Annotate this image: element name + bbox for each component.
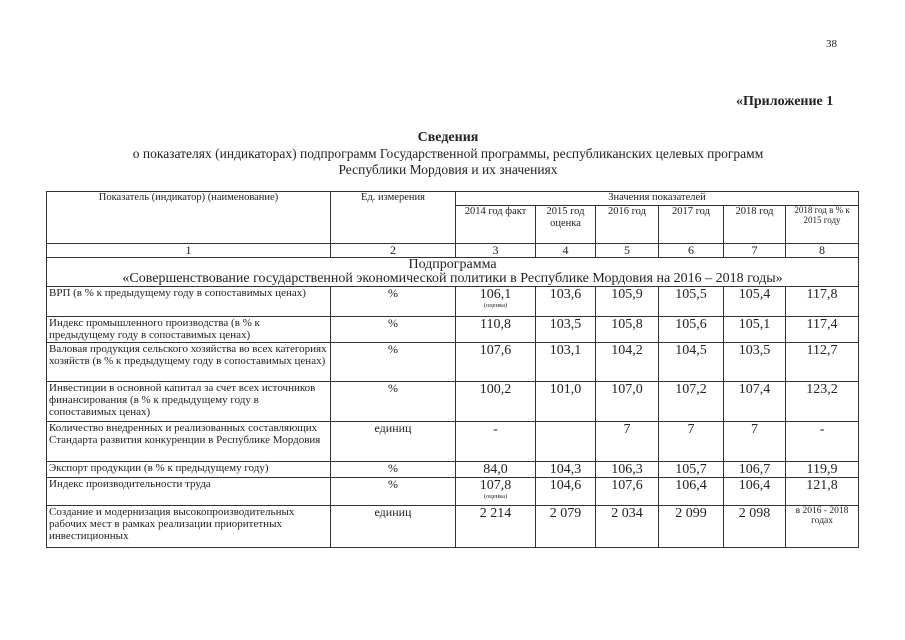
unit-cell bbox=[331, 343, 456, 382]
value-2015-cell bbox=[536, 287, 596, 317]
table-row bbox=[47, 317, 859, 343]
ratio-text: 117,8 bbox=[806, 287, 838, 302]
indicator-text: Количество внедренных и реализованных составляющих Стандарта развития конкуренции в Республике Мордовия bbox=[49, 422, 321, 446]
title-main: Сведения bbox=[417, 130, 479, 145]
unit-cell bbox=[331, 506, 456, 548]
unit-text: % bbox=[388, 286, 398, 300]
value-2018-cell bbox=[724, 343, 786, 382]
indicator-cell bbox=[47, 506, 331, 548]
ratio-text: 112,7 bbox=[806, 343, 838, 358]
unit-text: % bbox=[388, 381, 398, 395]
value-2018-cell bbox=[724, 422, 786, 462]
column-number: 7 bbox=[724, 244, 786, 258]
unit-text: единиц bbox=[374, 421, 412, 435]
header-values-group: Значения показателей bbox=[456, 192, 859, 206]
indicator-text: Экспорт продукции (в % к предыдущему году) bbox=[49, 462, 269, 474]
value-2015-cell bbox=[536, 422, 596, 462]
value-2014-text: 106,1 bbox=[479, 287, 512, 302]
value-2017-text: 106,4 bbox=[675, 478, 707, 493]
value-2018-text: 105,1 bbox=[738, 317, 771, 332]
ratio-text: - bbox=[819, 422, 825, 437]
header-ratio: 2018 год в % к 2015 году bbox=[786, 206, 859, 244]
value-2017-text: 105,6 bbox=[675, 317, 707, 332]
value-2017-cell bbox=[659, 287, 724, 317]
header-2016: 2016 год bbox=[596, 206, 659, 244]
value-2016-text: 105,9 bbox=[611, 287, 643, 302]
value-2016-text: 107,0 bbox=[611, 382, 643, 397]
value-2016-cell bbox=[596, 287, 659, 317]
indicator-text: Валовая продукция сельского хозяйства во всех категориях хозяйств (в % к предыдущему году в сопоставимых ценах) bbox=[49, 343, 327, 367]
header-2015: 2015 год оценка bbox=[536, 206, 596, 244]
indicator-text: Индекс производительности труда bbox=[49, 478, 211, 490]
value-2016-text: 104,2 bbox=[611, 343, 643, 358]
subprogram-cell bbox=[47, 258, 859, 287]
subprogram-label: Подпрограмма bbox=[408, 257, 497, 272]
value-2014-text: 107,6 bbox=[479, 343, 512, 358]
subprogram-row bbox=[47, 258, 859, 287]
table-row bbox=[47, 382, 859, 422]
value-2014-text: 2 214 bbox=[479, 506, 512, 521]
indicator-text: ВРП (в % к предыдущему году в сопоставимых ценах) bbox=[49, 287, 306, 299]
value-2018-text: 106,7 bbox=[738, 462, 771, 477]
value-2017-cell bbox=[659, 343, 724, 382]
ratio-cell bbox=[786, 506, 859, 548]
value-2014-text: 100,2 bbox=[479, 382, 512, 397]
unit-cell bbox=[331, 422, 456, 462]
value-2014-cell bbox=[456, 343, 536, 382]
value-2017-cell bbox=[659, 317, 724, 343]
value-2017-cell bbox=[659, 478, 724, 506]
value-2017-cell bbox=[659, 382, 724, 422]
value-2017-text: 107,2 bbox=[675, 382, 707, 397]
value-2014-cell bbox=[456, 287, 536, 317]
value-2016-cell bbox=[596, 422, 659, 462]
column-number-row bbox=[47, 244, 859, 258]
table-row bbox=[47, 422, 859, 462]
ratio-cell bbox=[786, 382, 859, 422]
column-number: 3 bbox=[456, 244, 536, 258]
value-2016-text: 107,6 bbox=[611, 478, 643, 493]
header-2017: 2017 год bbox=[659, 206, 724, 244]
value-2015-text: 103,6 bbox=[549, 287, 582, 302]
unit-cell bbox=[331, 478, 456, 506]
unit-text: единиц bbox=[374, 505, 412, 519]
value-2017-cell bbox=[659, 506, 724, 548]
indicators-table bbox=[46, 191, 859, 548]
indicator-cell bbox=[47, 317, 331, 343]
value-2014-cell bbox=[456, 422, 536, 462]
value-2014-cell bbox=[456, 478, 536, 506]
value-2016-text: 106,3 bbox=[611, 462, 643, 477]
value-2016-text: 7 bbox=[623, 422, 631, 437]
value-2018-cell bbox=[724, 287, 786, 317]
value-2018-text: 106,4 bbox=[738, 478, 771, 493]
value-2016-cell bbox=[596, 382, 659, 422]
column-number: 8 bbox=[786, 244, 859, 258]
table-row bbox=[47, 343, 859, 382]
header-indicator: Показатель (индикатор) (наименование) bbox=[47, 192, 331, 244]
table-row bbox=[47, 506, 859, 548]
column-number: 2 bbox=[331, 244, 456, 258]
value-2018-cell bbox=[724, 462, 786, 478]
value-2016-cell bbox=[596, 317, 659, 343]
subprogram-name: «Совершенствование государственной экономической политики в Республике Мордовия на 2016 – 2018 годы» bbox=[122, 271, 783, 286]
table-row bbox=[47, 478, 859, 506]
value-2017-text: 105,7 bbox=[675, 462, 707, 477]
indicator-cell bbox=[47, 382, 331, 422]
value-2014-cell bbox=[456, 506, 536, 548]
header-unit: Ед. измерения bbox=[331, 192, 456, 244]
estimate-note: (оценка) bbox=[483, 493, 508, 500]
value-2014-cell bbox=[456, 462, 536, 478]
value-2016-text: 105,8 bbox=[611, 317, 643, 332]
ratio-cell bbox=[786, 462, 859, 478]
appendix-label: «Приложение 1 bbox=[736, 94, 834, 109]
value-2018-cell bbox=[724, 478, 786, 506]
value-2018-text: 2 098 bbox=[738, 506, 771, 521]
value-2014-text: 84,0 bbox=[483, 462, 508, 477]
ratio-cell bbox=[786, 343, 859, 382]
value-2018-cell bbox=[724, 317, 786, 343]
value-2015-cell bbox=[536, 506, 596, 548]
unit-cell bbox=[331, 382, 456, 422]
value-2015-text: 103,5 bbox=[549, 317, 582, 332]
value-2014-cell bbox=[456, 382, 536, 422]
unit-cell bbox=[331, 317, 456, 343]
ratio-text: 121,8 bbox=[806, 478, 838, 493]
value-2014-text: - bbox=[493, 422, 498, 437]
document-title bbox=[60, 129, 836, 178]
value-2018-text: 105,4 bbox=[738, 287, 771, 302]
value-2015-text: 104,6 bbox=[549, 478, 582, 493]
value-2014-cell bbox=[456, 317, 536, 343]
value-2015-text: 103,1 bbox=[549, 343, 582, 358]
indicator-cell bbox=[47, 287, 331, 317]
indicator-cell bbox=[47, 422, 331, 462]
value-2015-cell bbox=[536, 382, 596, 422]
ratio-text: 123,2 bbox=[806, 382, 838, 397]
ratio-cell bbox=[786, 422, 859, 462]
value-2015-cell bbox=[536, 317, 596, 343]
value-2016-text: 2 034 bbox=[611, 506, 643, 521]
value-2018-cell bbox=[724, 382, 786, 422]
ratio-cell bbox=[786, 317, 859, 343]
unit-text: % bbox=[388, 477, 398, 491]
ratio-cell bbox=[786, 478, 859, 506]
value-2016-cell bbox=[596, 506, 659, 548]
value-2018-text: 103,5 bbox=[738, 343, 771, 358]
value-2015-text: 104,3 bbox=[549, 462, 582, 477]
table-row bbox=[47, 462, 859, 478]
title-line-2: Республики Мордовия и их значениях bbox=[338, 162, 558, 177]
value-2018-cell bbox=[724, 506, 786, 548]
unit-cell bbox=[331, 462, 456, 478]
value-2017-cell bbox=[659, 462, 724, 478]
value-2015-cell bbox=[536, 478, 596, 506]
value-2016-cell bbox=[596, 478, 659, 506]
value-2016-cell bbox=[596, 343, 659, 382]
estimate-note: (оценка) bbox=[483, 302, 508, 309]
indicator-text: Индекс промышленного производства (в % к предыдущему году в сопоставимых ценах) bbox=[49, 317, 260, 341]
column-number: 1 bbox=[47, 244, 331, 258]
column-number: 4 bbox=[536, 244, 596, 258]
value-2017-cell bbox=[659, 422, 724, 462]
indicator-cell bbox=[47, 478, 331, 506]
value-2014-text: 107,8 bbox=[479, 478, 512, 493]
unit-text: % bbox=[388, 342, 398, 356]
header-2018: 2018 год bbox=[724, 206, 786, 244]
value-2018-text: 7 bbox=[751, 422, 758, 437]
value-2016-cell bbox=[596, 462, 659, 478]
column-number: 6 bbox=[659, 244, 724, 258]
value-2018-text: 107,4 bbox=[738, 382, 771, 397]
value-2017-text: 2 099 bbox=[675, 506, 707, 521]
table-row bbox=[47, 287, 859, 317]
page-number: 38 bbox=[826, 38, 837, 50]
indicator-text: Создание и модернизация высокопроизводительных рабочих мест в рамках реализации приоритетных инвестиционных bbox=[49, 506, 295, 542]
value-2017-text: 7 bbox=[687, 422, 695, 437]
value-2015-text: 101,0 bbox=[549, 382, 582, 397]
header-2014: 2014 год факт bbox=[456, 206, 536, 244]
indicator-rows bbox=[47, 287, 859, 548]
value-2015-text: 2 079 bbox=[549, 506, 582, 521]
unit-text: % bbox=[388, 316, 398, 330]
value-2017-text: 105,5 bbox=[675, 287, 707, 302]
ratio-cell bbox=[786, 287, 859, 317]
title-line-1: о показателях (индикаторах) подпрограмм Государственной программы, республиканских целевых программ bbox=[132, 146, 764, 161]
value-2015-cell bbox=[536, 462, 596, 478]
indicator-text: Инвестиции в основной капитал за счет всех источников финансирования (в % к предыдущему году в сопоставимых ценах) bbox=[49, 382, 316, 418]
value-2017-text: 104,5 bbox=[675, 343, 707, 358]
unit-cell bbox=[331, 287, 456, 317]
value-2015-cell bbox=[536, 343, 596, 382]
indicator-cell bbox=[47, 343, 331, 382]
indicator-cell bbox=[47, 462, 331, 478]
ratio-text: 117,4 bbox=[806, 317, 838, 332]
ratio-text: в 2016 - 2018 годах bbox=[795, 506, 849, 526]
ratio-text: 119,9 bbox=[806, 462, 838, 477]
unit-text: % bbox=[388, 461, 398, 475]
value-2014-text: 110,8 bbox=[480, 317, 511, 332]
column-number: 5 bbox=[596, 244, 659, 258]
